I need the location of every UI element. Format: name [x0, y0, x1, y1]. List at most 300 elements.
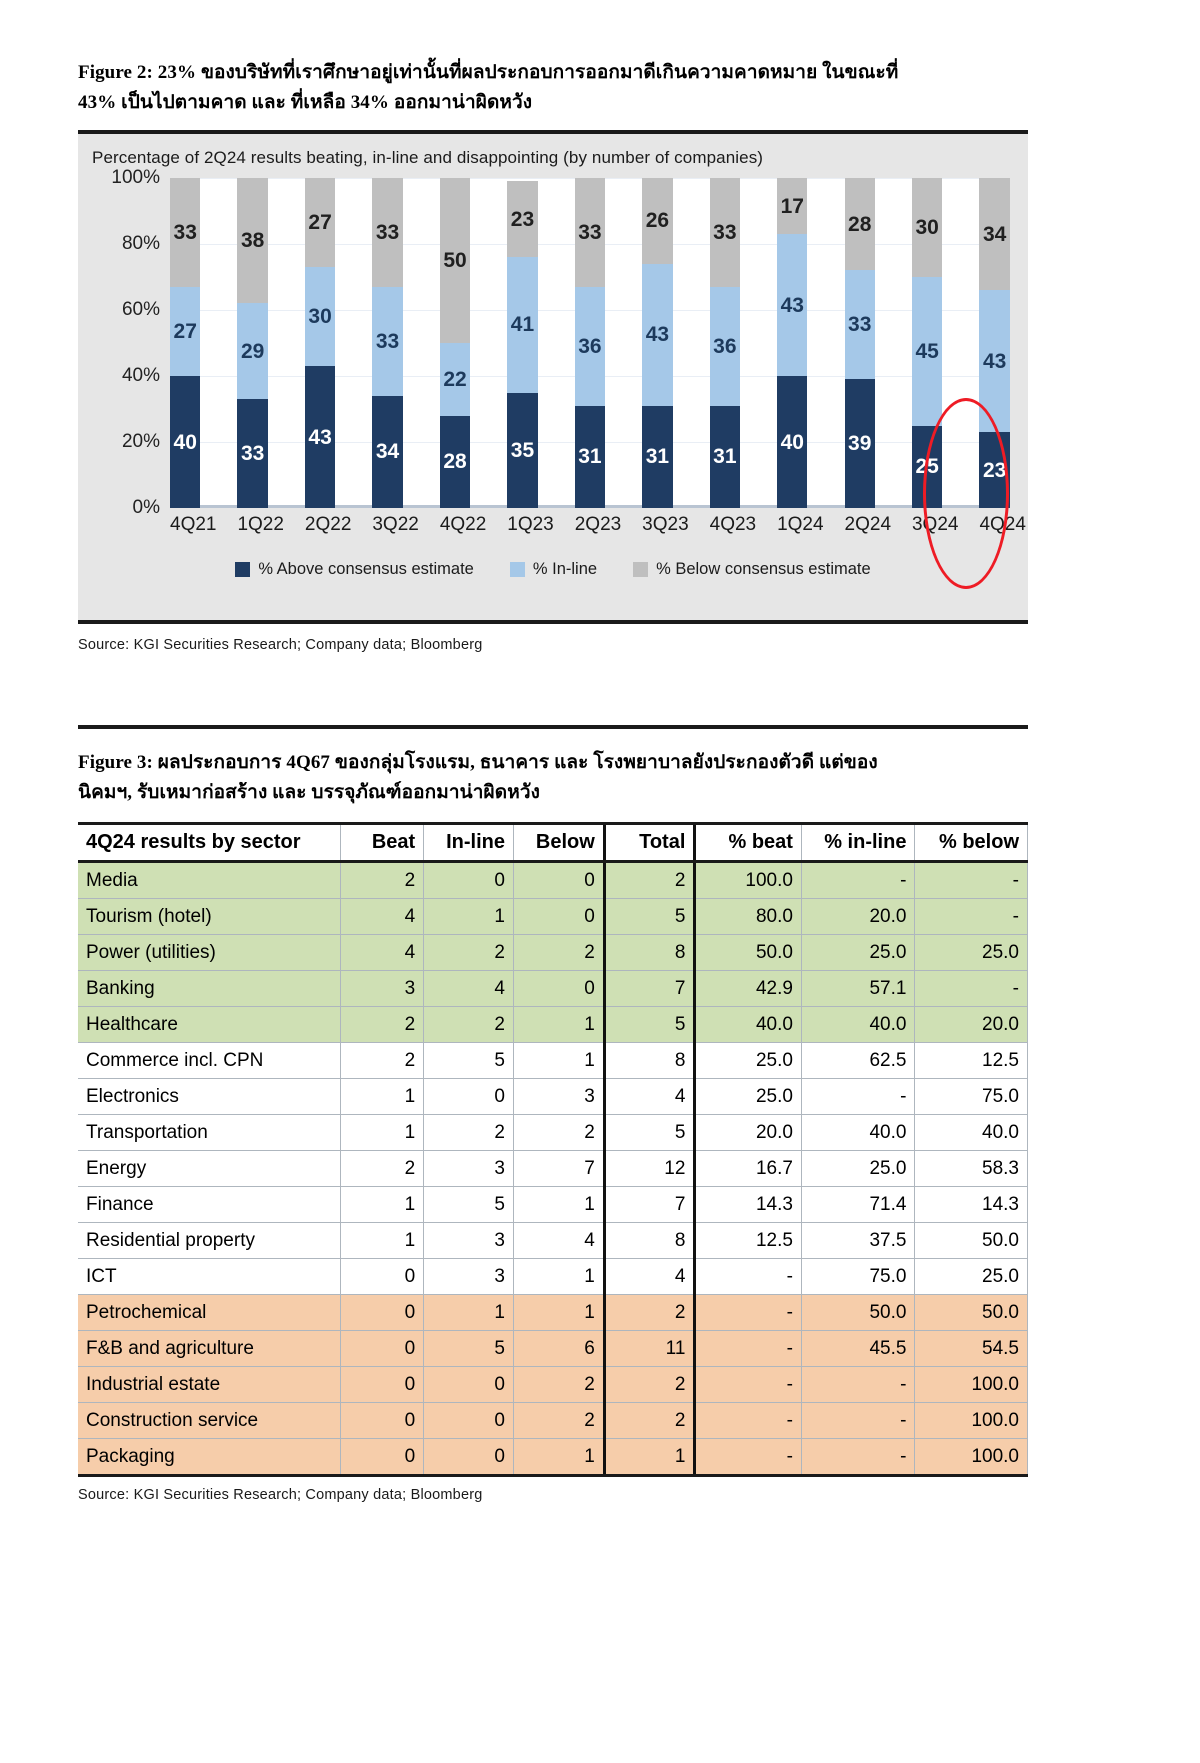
bar-segment-inline: [710, 287, 740, 406]
cell-inline: 0: [424, 1439, 514, 1476]
x-tick-2q24: 2Q24: [844, 514, 892, 535]
cell-pct-beat: 12.5: [695, 1223, 802, 1259]
cell-beat: 2: [341, 1043, 424, 1079]
cell-pct-inline: 71.4: [801, 1187, 915, 1223]
cell-total: 2: [604, 1295, 695, 1331]
cell-beat: 1: [341, 1115, 424, 1151]
y-tick-60: 60%: [121, 299, 160, 320]
bar-value-label: 43: [982, 349, 1007, 373]
table-row: [78, 971, 1028, 1007]
cell-beat: 1: [341, 1223, 424, 1259]
bar-3q23: [642, 178, 672, 508]
bar-segment-below: [777, 178, 807, 234]
y-tick-0: 0%: [132, 497, 160, 518]
cell-pct-beat: -: [695, 1259, 802, 1295]
figure2-source: Source: KGI Securities Research; Company data; Bloomberg: [78, 637, 483, 653]
bar-value-label: 38: [240, 229, 265, 253]
legend-item-inline: [510, 560, 597, 579]
cell-total: 5: [604, 1115, 695, 1151]
cell-beat: 2: [341, 1151, 424, 1187]
bar-3q22: [372, 178, 402, 508]
cell-sector: Finance: [78, 1187, 341, 1223]
cell-sector: Transportation: [78, 1115, 341, 1151]
cell-below: 1: [514, 1259, 605, 1295]
table-row: [78, 1079, 1028, 1115]
cell-below: 0: [514, 862, 605, 899]
bar-value-label: 30: [915, 216, 939, 239]
cell-pct-beat: 100.0: [695, 862, 802, 899]
cell-beat: 2: [341, 862, 424, 899]
bar-value-label: 33: [240, 442, 265, 466]
legend-item-below: [633, 560, 871, 579]
y-tick-40: 40%: [121, 365, 160, 386]
cell-total: 8: [604, 1043, 695, 1079]
cell-inline: 0: [424, 1403, 514, 1439]
cell-pct-inline: 40.0: [801, 1115, 915, 1151]
col-header-beat: Beat: [341, 824, 424, 862]
cell-pct-inline: 75.0: [801, 1259, 915, 1295]
figure3-caption-line1: ผลประกอบการ 4Q67 ของกลุ่มโรงแรม, ธนาคาร และ โรงพยาบาลยังประกองตัวดี แต่ของ: [152, 752, 878, 773]
x-tick-4q21: 4Q21: [170, 514, 217, 535]
cell-pct-below: 20.0: [915, 1007, 1028, 1043]
cell-pct-beat: -: [695, 1403, 802, 1439]
bar-segment-below: [642, 178, 672, 264]
cell-sector: ICT: [78, 1259, 341, 1295]
bar-value-label: 50: [443, 249, 467, 273]
cell-sector: Energy: [78, 1151, 341, 1187]
cell-below: 1: [514, 1187, 605, 1223]
bar-segment-inline: [979, 290, 1009, 432]
bar-value-label: 33: [848, 313, 872, 337]
cell-sector: Industrial estate: [78, 1367, 341, 1403]
cell-beat: 1: [341, 1187, 424, 1223]
bar-segment-inline: [305, 267, 335, 366]
table-row: [78, 1187, 1028, 1223]
cell-pct-below: 12.5: [915, 1043, 1028, 1079]
bar-segment-inline: [507, 257, 537, 392]
cell-pct-inline: -: [801, 1403, 915, 1439]
cell-below: 2: [514, 935, 605, 971]
x-tick-4q24: 4Q24: [979, 514, 1026, 535]
cell-total: 11: [604, 1331, 695, 1367]
y-axis-labels: [78, 167, 164, 518]
col-header-pct-below: % below: [915, 824, 1028, 862]
bar-4q23: [710, 178, 740, 508]
bar-segment-inline: [372, 287, 402, 396]
legend-label-above: % Above consensus estimate: [258, 560, 474, 578]
cell-sector: F&B and agriculture: [78, 1331, 341, 1367]
cell-pct-beat: -: [695, 1439, 802, 1476]
bar-segment-above: [979, 432, 1009, 508]
x-tick-4q23: 4Q23: [709, 514, 757, 535]
cell-below: 7: [514, 1151, 605, 1187]
bar-2q23: [575, 178, 605, 508]
cell-inline: 3: [424, 1223, 514, 1259]
bar-value-label: 41: [510, 313, 535, 337]
cell-total: 1: [604, 1439, 695, 1476]
figure3-source: Source: KGI Securities Research; Company data; Bloomberg: [78, 1487, 483, 1503]
cell-below: 2: [514, 1115, 605, 1151]
bar-segment-below: [845, 178, 875, 270]
cell-pct-inline: 37.5: [801, 1223, 915, 1259]
cell-pct-beat: 20.0: [695, 1115, 802, 1151]
table-row: [78, 1043, 1028, 1079]
cell-total: 8: [604, 1223, 695, 1259]
bar-value-label: 27: [173, 319, 197, 343]
cell-pct-beat: 50.0: [695, 935, 802, 971]
cell-pct-below: 75.0: [915, 1079, 1028, 1115]
bar-segment-below: [237, 178, 267, 303]
x-tick-2q22: 2Q22: [304, 514, 352, 535]
cell-sector: Petrochemical: [78, 1295, 341, 1331]
bar-segment-below: [912, 178, 942, 277]
cell-pct-below: 100.0: [915, 1367, 1028, 1403]
bar-segment-inline: [912, 277, 942, 426]
bar-value-label: 23: [510, 207, 535, 231]
bar-1q23: [507, 178, 537, 508]
cell-inline: 5: [424, 1187, 514, 1223]
bar-segment-above: [237, 399, 267, 508]
cell-below: 2: [514, 1403, 605, 1439]
bar-segment-above: [507, 393, 537, 509]
figure3-caption: [78, 748, 1078, 808]
col-header-pct-inline: % in-line: [801, 824, 915, 862]
bar-segment-above: [440, 416, 470, 508]
bar-segment-inline: [440, 343, 470, 416]
bar-value-label: 43: [308, 425, 332, 449]
bar-segment-below: [507, 181, 537, 257]
legend-item-above: [235, 560, 474, 579]
table-row: [78, 1367, 1028, 1403]
cell-pct-beat: 40.0: [695, 1007, 802, 1043]
cell-beat: 0: [341, 1331, 424, 1367]
cell-pct-below: 25.0: [915, 935, 1028, 971]
cell-pct-beat: 16.7: [695, 1151, 802, 1187]
table-row: [78, 1115, 1028, 1151]
bar-segment-above: [912, 426, 942, 509]
cell-pct-inline: -: [801, 1439, 915, 1476]
sector-results-table: [78, 822, 1028, 1477]
cell-pct-below: 50.0: [915, 1223, 1028, 1259]
cell-pct-below: -: [915, 862, 1028, 899]
figure2-label: Figure 2:: [78, 62, 153, 83]
col-header-sector: 4Q24 results by sector: [78, 824, 341, 862]
cell-pct-inline: 45.5: [801, 1331, 915, 1367]
cell-sector: Packaging: [78, 1439, 341, 1476]
cell-beat: 1: [341, 1079, 424, 1115]
table-row: [78, 1439, 1028, 1476]
bar-value-label: 28: [848, 212, 872, 236]
cell-inline: 2: [424, 935, 514, 971]
cell-inline: 4: [424, 971, 514, 1007]
bar-value-label: 17: [780, 194, 804, 218]
cell-pct-inline: 25.0: [801, 1151, 915, 1187]
bar-4q21: [170, 178, 200, 508]
bar-value-label: 33: [713, 220, 737, 244]
cell-inline: 1: [424, 1295, 514, 1331]
cell-total: 2: [604, 862, 695, 899]
table-row: [78, 1331, 1028, 1367]
col-header-total: Total: [604, 824, 695, 862]
bar-segment-below: [170, 178, 200, 287]
sector-results-table-wrap: [78, 822, 1028, 1477]
cell-pct-below: 100.0: [915, 1403, 1028, 1439]
bar-value-label: 23: [982, 458, 1007, 482]
bar-segment-below: [305, 178, 335, 267]
bar-segment-inline: [777, 234, 807, 376]
x-tick-1q22: 1Q22: [237, 514, 284, 535]
cell-pct-beat: 80.0: [695, 899, 802, 935]
cell-beat: 4: [341, 899, 424, 935]
cell-pct-inline: 62.5: [801, 1043, 915, 1079]
table-header-row: [78, 824, 1028, 862]
cell-pct-inline: 50.0: [801, 1295, 915, 1331]
figure2-caption-line2: 43% เป็นไปตามคาด และ ที่เหลือ 34% ออกมาน่าผิดหวัง: [78, 92, 533, 113]
cell-total: 5: [604, 899, 695, 935]
bar-value-label: 39: [848, 432, 872, 456]
cell-sector: Residential property: [78, 1223, 341, 1259]
cell-below: 1: [514, 1043, 605, 1079]
cell-sector: Banking: [78, 971, 341, 1007]
bar-segment-below: [710, 178, 740, 287]
bar-4q24: [979, 178, 1009, 508]
table-row: [78, 935, 1028, 971]
figure2-caption-line1: 23% ของบริษัทที่เราศึกษาอยู่เท่านั้นที่ผลประกอบการออกมาดีเกินความคาดหมาย ในขณะที่: [152, 62, 899, 83]
cell-sector: Tourism (hotel): [78, 899, 341, 935]
bar-segment-inline: [845, 270, 875, 379]
legend-swatch-below-icon: [633, 562, 648, 577]
cell-inline: 0: [424, 1367, 514, 1403]
cell-inline: 2: [424, 1115, 514, 1151]
bar-segment-inline: [237, 303, 267, 399]
x-axis-labels: [170, 514, 1026, 536]
cell-below: 3: [514, 1079, 605, 1115]
cell-beat: 3: [341, 971, 424, 1007]
bar-value-label: 45: [915, 339, 939, 363]
bar-segment-above: [642, 406, 672, 508]
cell-below: 1: [514, 1295, 605, 1331]
cell-sector: Electronics: [78, 1079, 341, 1115]
bar-value-label: 28: [443, 450, 467, 474]
cell-sector: Commerce incl. CPN: [78, 1043, 341, 1079]
bar-segment-above: [845, 379, 875, 508]
cell-pct-below: 54.5: [915, 1331, 1028, 1367]
cell-pct-beat: -: [695, 1331, 802, 1367]
cell-sector: Power (utilities): [78, 935, 341, 971]
cell-total: 8: [604, 935, 695, 971]
cell-beat: 4: [341, 935, 424, 971]
cell-below: 0: [514, 971, 605, 1007]
cell-below: 4: [514, 1223, 605, 1259]
cell-total: 7: [604, 971, 695, 1007]
table-row: [78, 1259, 1028, 1295]
bar-2q24: [845, 178, 875, 508]
x-tick-2q23: 2Q23: [574, 514, 622, 535]
cell-inline: 5: [424, 1043, 514, 1079]
bar-value-label: 29: [240, 339, 265, 363]
figure2-caption: [78, 58, 1078, 118]
cell-below: 1: [514, 1439, 605, 1476]
bar-value-label: 40: [780, 430, 804, 454]
bar-value-label: 34: [375, 440, 400, 464]
cell-inline: 0: [424, 862, 514, 899]
table-row: [78, 1151, 1028, 1187]
bar-segment-below: [372, 178, 402, 287]
legend-swatch-above-icon: [235, 562, 250, 577]
cell-pct-below: 50.0: [915, 1295, 1028, 1331]
bar-4q22: [440, 178, 470, 508]
bar-2q22: [305, 178, 335, 508]
cell-beat: 0: [341, 1295, 424, 1331]
bar-segment-below: [575, 178, 605, 287]
x-tick-1q24: 1Q24: [777, 514, 824, 535]
cell-pct-inline: 25.0: [801, 935, 915, 971]
figure3-label: Figure 3:: [78, 752, 153, 773]
cell-total: 2: [604, 1367, 695, 1403]
cell-pct-below: 14.3: [915, 1187, 1028, 1223]
stacked-bar-chart: [170, 178, 1010, 508]
bar-value-label: 33: [375, 220, 400, 244]
cell-pct-inline: -: [801, 1367, 915, 1403]
figure2-chart-panel: [78, 130, 1028, 624]
cell-pct-inline: 40.0: [801, 1007, 915, 1043]
y-tick-100: 100%: [111, 167, 160, 188]
bar-value-label: 26: [645, 209, 670, 233]
cell-inline: 1: [424, 899, 514, 935]
bar-1q22: [237, 178, 267, 508]
bar-segment-below: [979, 178, 1009, 290]
cell-pct-below: -: [915, 971, 1028, 1007]
cell-pct-below: 100.0: [915, 1439, 1028, 1476]
bar-value-label: 35: [510, 438, 535, 462]
x-tick-3q24: 3Q24: [911, 514, 959, 535]
cell-inline: 3: [424, 1259, 514, 1295]
cell-below: 2: [514, 1367, 605, 1403]
chart-subtitle: Percentage of 2Q24 results beating, in-line and disappointing (by number of companies): [92, 148, 764, 167]
bar-segment-above: [372, 396, 402, 508]
cell-sector: Media: [78, 862, 341, 899]
figure3-caption-line2: นิคมฯ, รับเหมาก่อสร้าง และ บรรจุภัณฑ์ออกมาน่าผิดหวัง: [78, 782, 540, 803]
bar-segment-inline: [642, 264, 672, 406]
cell-beat: 0: [341, 1367, 424, 1403]
cell-total: 7: [604, 1187, 695, 1223]
cell-below: 6: [514, 1331, 605, 1367]
cell-pct-inline: 20.0: [801, 899, 915, 935]
bar-value-label: 36: [713, 334, 737, 358]
legend-swatch-inline-icon: [510, 562, 525, 577]
x-tick-1q23: 1Q23: [507, 514, 554, 535]
cell-beat: 2: [341, 1007, 424, 1043]
bar-value-label: 31: [578, 445, 602, 469]
cell-beat: 0: [341, 1439, 424, 1476]
bar-value-label: 27: [308, 211, 332, 235]
bar-value-label: 22: [443, 367, 467, 391]
cell-inline: 2: [424, 1007, 514, 1043]
cell-pct-beat: 25.0: [695, 1043, 802, 1079]
x-tick-4q22: 4Q22: [439, 514, 487, 535]
cell-beat: 0: [341, 1259, 424, 1295]
cell-pct-beat: -: [695, 1367, 802, 1403]
cell-pct-beat: 42.9: [695, 971, 802, 1007]
bar-value-label: 31: [713, 445, 737, 469]
figure3-top-rule: [78, 725, 1028, 729]
table-row: [78, 1223, 1028, 1259]
bar-value-label: 33: [173, 220, 197, 244]
col-header-below: Below: [514, 824, 605, 862]
cell-pct-inline: -: [801, 1079, 915, 1115]
table-row: [78, 1295, 1028, 1331]
cell-pct-inline: 57.1: [801, 971, 915, 1007]
bar-value-label: 30: [308, 305, 332, 329]
y-tick-80: 80%: [121, 233, 160, 254]
cell-pct-beat: -: [695, 1295, 802, 1331]
bar-value-label: 43: [780, 293, 804, 317]
cell-pct-beat: 14.3: [695, 1187, 802, 1223]
bar-segment-above: [777, 376, 807, 508]
col-header-inline: In-line: [424, 824, 514, 862]
legend-label-inline: % In-line: [532, 560, 598, 578]
chart-legend: [78, 560, 1028, 579]
cell-sector: Construction service: [78, 1403, 341, 1439]
bar-value-label: 25: [915, 455, 939, 479]
bar-segment-below: [440, 178, 470, 343]
cell-total: 4: [604, 1079, 695, 1115]
table-row: [78, 1007, 1028, 1043]
table-row: [78, 862, 1028, 899]
cell-pct-below: 25.0: [915, 1259, 1028, 1295]
table-row: [78, 1403, 1028, 1439]
cell-below: 1: [514, 1007, 605, 1043]
cell-pct-beat: 25.0: [695, 1079, 802, 1115]
x-tick-3q23: 3Q23: [642, 514, 689, 535]
col-header-pct-beat: % beat: [695, 824, 802, 862]
chart-plot-area: [78, 167, 1028, 578]
cell-inline: 5: [424, 1331, 514, 1367]
bar-value-label: 33: [578, 220, 602, 244]
cell-total: 4: [604, 1259, 695, 1295]
bar-value-label: 33: [375, 329, 400, 353]
bar-1q24: [777, 178, 807, 508]
cell-inline: 0: [424, 1079, 514, 1115]
bar-segment-above: [305, 366, 335, 508]
cell-total: 2: [604, 1403, 695, 1439]
bar-3q24: [912, 178, 942, 508]
bar-value-label: 34: [982, 222, 1007, 246]
cell-inline: 3: [424, 1151, 514, 1187]
y-tick-20: 20%: [121, 431, 160, 452]
cell-pct-below: 40.0: [915, 1115, 1028, 1151]
cell-beat: 0: [341, 1403, 424, 1439]
bar-value-label: 40: [173, 430, 197, 454]
bar-segment-inline: [170, 287, 200, 376]
table-row: [78, 899, 1028, 935]
cell-sector: Healthcare: [78, 1007, 341, 1043]
cell-pct-inline: -: [801, 862, 915, 899]
cell-pct-below: -: [915, 899, 1028, 935]
cell-total: 5: [604, 1007, 695, 1043]
bar-segment-inline: [575, 287, 605, 406]
bar-segment-above: [575, 406, 605, 508]
bar-value-label: 36: [578, 334, 602, 358]
bar-segment-above: [710, 406, 740, 508]
bar-value-label: 31: [645, 445, 670, 469]
x-tick-3q22: 3Q22: [372, 514, 419, 535]
legend-label-below: % Below consensus estimate: [656, 560, 871, 578]
bar-value-label: 43: [645, 323, 670, 347]
bar-segment-above: [170, 376, 200, 508]
cell-below: 0: [514, 899, 605, 935]
cell-pct-below: 58.3: [915, 1151, 1028, 1187]
